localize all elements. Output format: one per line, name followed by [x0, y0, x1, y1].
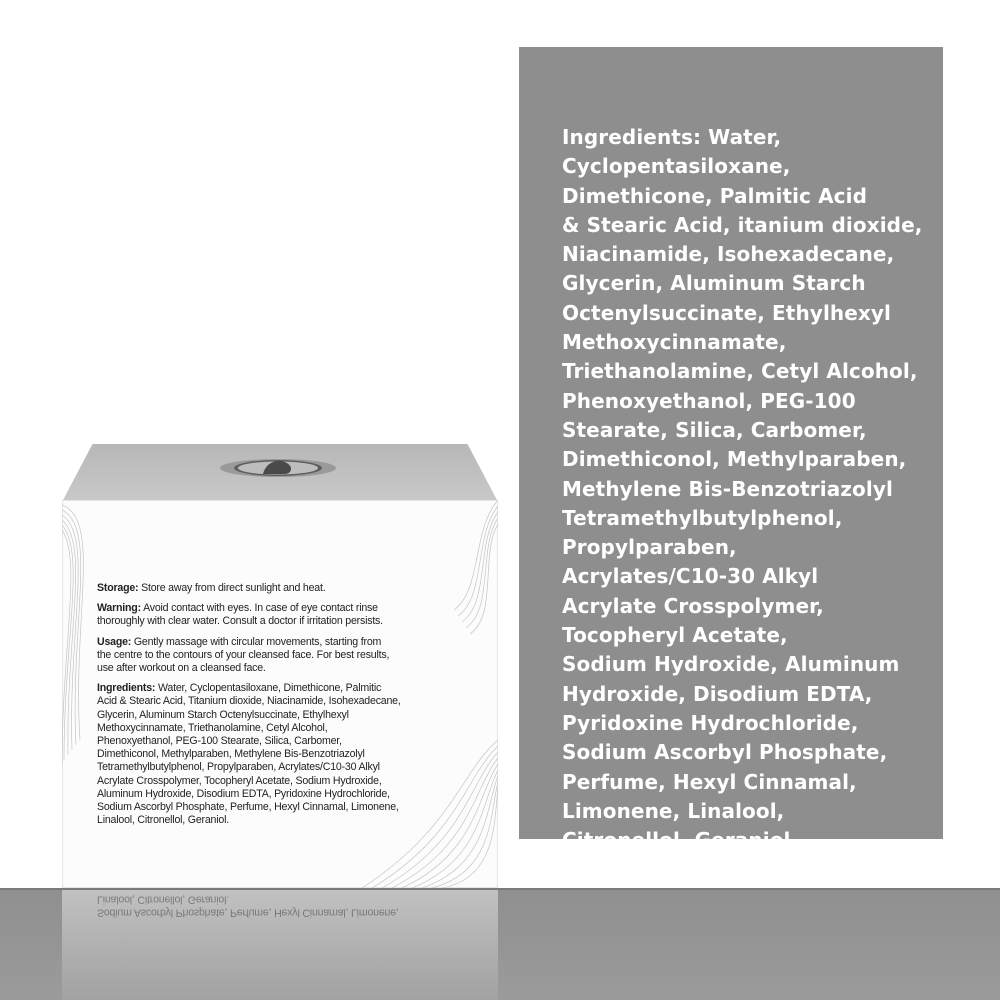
ingredients-paragraph: [97, 682, 457, 827]
usage-text: Gently massage with circular movements, starting from the centre to the contours of your cleansed face. For best results, use after workout on a cleansed face.: [97, 635, 390, 675]
storage-paragraph: [97, 582, 457, 595]
warning-label: Warning:: [97, 602, 141, 615]
product-box-front: [62, 500, 498, 888]
box-reflection: [62, 890, 498, 1000]
storage-text: Store away from direct sunlight and heat.: [138, 582, 326, 594]
reflection-text: Sodium Ascorbyl Phosphate, Perfume, Hexyl Cinnamal, Limonene, Linalool, Citronellol, Geraniol.: [97, 893, 399, 919]
brand-logo-icon: [219, 458, 337, 478]
usage-paragraph: [97, 636, 457, 676]
box-label-text: [97, 582, 457, 834]
ingredients-panel: [519, 47, 943, 853]
ingredients-label: Ingredients:: [97, 682, 156, 695]
storage-label: Storage:: [97, 582, 139, 594]
ingredients-panel-text: Ingredients: Water, Cyclopentasiloxane, Dimethicone, Palmitic Acid & Stearic Acid, itanium dioxide, Niacinamide, Isohexadecane, Glycerin, Aluminum Starch Octenylsuccinate, Ethylhexyl Methoxycinnamate, Triethanolamine, Cetyl Alcohol, Phenoxyethanol, PEG-100 Stearate, Silica, Carbomer, Dimethiconol, Methylparaben, Methylene Bis-Benzotriazolyl Tetramethylbutylphenol, Propylparaben, Acrylates/C10-30 Alkyl Acrylate Crosspolymer, Tocopheryl Acetate, Sodium Hydroxide, Aluminum Hydroxide, Disodium EDTA, Pyridoxine Hydrochloride, Sodium Ascorbyl Phosphate, Perfume, Hexyl Cinnamal, Limonene, Linalool, Citronellol, Geraniol: [562, 125, 923, 853]
warning-text: Avoid contact with eyes. In case of eye contact rinse thoroughly with clear water. Consult a doctor if irritation persists.: [97, 602, 383, 628]
warning-paragraph: [97, 602, 457, 628]
ingredients-text: Water, Cyclopentasiloxane, Dimethicone, Palmitic Acid & Stearic Acid, Titanium dioxide, Niacinamide, Isohexadecane, Glycerin, Aluminum Starch Octenylsuccinate, Ethylhexyl Methoxycinnamate, Triethanolamine, Cetyl Alcohol, Phenoxyethanol, PEG-100 Stearate, Silica, Carbomer, Dimethiconol, Methylparaben, Methylene Bis-Benzotriazolyl Tetramethylbutylphenol, Propylparaben, Acrylates/C10-30 Alkyl Acrylate Crosspolymer, Tocopheryl Acetate, Sodium Hydroxide, Aluminum Hydroxide, Disodium EDTA, Pyridoxine Hydrochloride, Sodium Ascorbyl Phosphate, Perfume, Hexyl Cinnamal, Limonene, Linalool, Citronellol, Geraniol.: [97, 682, 401, 827]
usage-label: Usage:: [97, 635, 132, 648]
